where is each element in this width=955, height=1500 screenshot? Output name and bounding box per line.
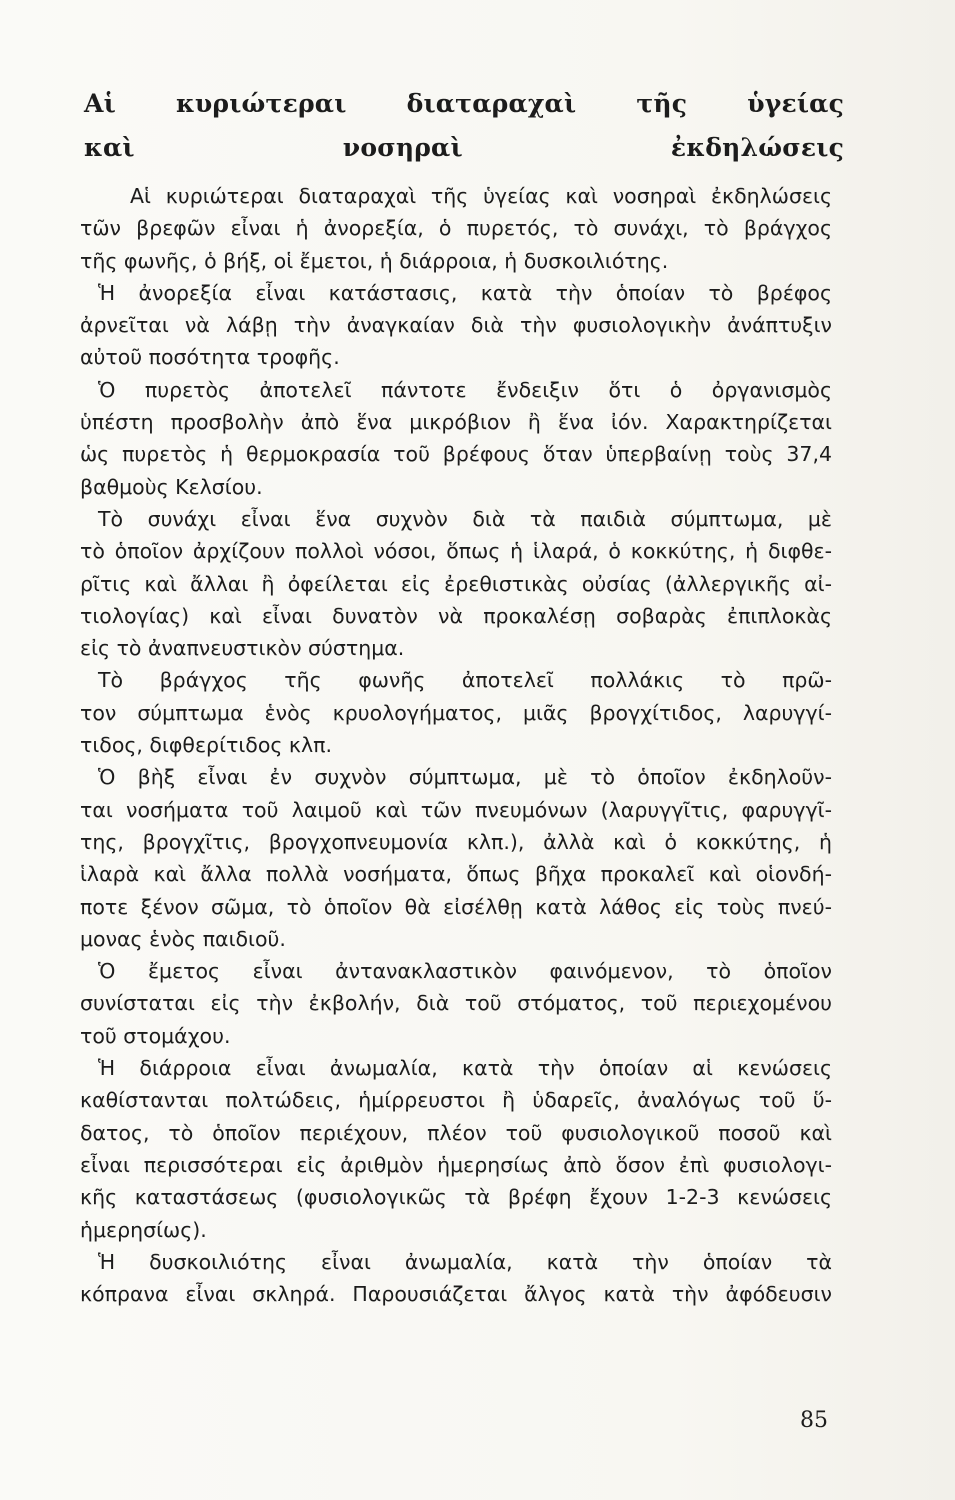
text-line: βαθμοὺς Κελσίου.: [80, 474, 263, 499]
text-line: ὡς πυρετὸς ἡ θερμοκρασία τοῦ βρέφους ὅταν ὑπερβαίνῃ τοὺς 37,4: [80, 442, 832, 467]
text-line: Ὁ πυρετὸς ἀποτελεῖ πάντοτε ἔνδειξιν ὅτι ὁ ὀργανισμὸς: [98, 377, 832, 402]
text-line: καθίστανται πολτώδεις, ἡμίρρευστοι ἢ ὑδαρεῖς, ἀναλόγως τοῦ ὕ-: [80, 1088, 832, 1113]
text-line: ρῖτις καὶ ἄλλαι ἢ ὀφείλεται εἰς ἐρεθιστικὰς οὐσίας (ἀλλεργικῆς αἰ-: [80, 571, 832, 596]
text-line: εἶναι περισσότεραι εἰς ἀριθμὸν ἡμερησίως ἀπὸ ὅσον ἐπὶ φυσιολογι-: [80, 1152, 832, 1177]
text-line: Ἡ διάρροια εἶναι ἀνωμαλία, κατὰ τὴν ὁποίαν αἱ κενώσεις: [98, 1056, 832, 1081]
text-line: κῆς καταστάσεως (φυσιολογικῶς τὰ βρέφη ἔχουν 1-2-3 κενώσεις: [80, 1185, 832, 1210]
text-line: συνίσταται εἰς τὴν ἐκβολήν, διὰ τοῦ στόματος, τοῦ περιεχομένου: [80, 991, 832, 1016]
text-line: τῶν βρεφῶν εἶναι ἡ ἀνορεξία, ὁ πυρετός, τὸ συνάχι, τὸ βράγχος: [80, 216, 832, 241]
text-line: τὸ ὁποῖον ἀρχίζουν πολλοὶ νόσοι, ὅπως ἡ ἱλαρά, ὁ κοκκύτης, ἡ διφθε-: [80, 539, 832, 564]
text-line: Τὸ βράγχος τῆς φωνῆς ἀποτελεῖ πολλάκις τὸ πρῶ-: [98, 668, 832, 693]
text-line: ὑπέστη προσβολὴν ἀπὸ ἕνα μικρόβιον ἢ ἕνα ἰόν. Χαρακτηρίζεται: [80, 410, 832, 435]
section-heading: [84, 82, 844, 170]
text-line: ποτε ξένον σῶμα, τὸ ὁποῖον θὰ εἰσέλθῃ κατὰ λάθος εἰς τοὺς πνεύ-: [80, 894, 832, 919]
text-line: μονας ἑνὸς παιδιοῦ.: [80, 926, 286, 951]
text-line: ἱλαρὰ καὶ ἄλλα πολλὰ νοσήματα, ὅπως βῆχα προκαλεῖ καὶ οἱονδή-: [80, 862, 832, 887]
text-line: Ὁ βὴξ εἶναι ἐν συχνὸν σύμπτωμα, μὲ τὸ ὁποῖον ἐκδηλοῦν-: [98, 765, 832, 790]
text-line: Ὁ ἔμετος εἶναι ἀντανακλαστικὸν φαινόμενον, τὸ ὁποῖον: [98, 959, 832, 984]
text-line: Ἡ δυσκοιλιότης εἶναι ἀνωμαλία, κατὰ τὴν ὁποίαν τὰ: [98, 1249, 832, 1274]
text-line: Ἡ ἀνορεξία εἶναι κατάστασις, κατὰ τὴν ὁποίαν τὸ βρέφος: [98, 280, 832, 305]
text-line: Τὸ συνάχι εἶναι ἕνα συχνὸν διὰ τὰ παιδιὰ σύμπτωμα, μὲ: [98, 506, 832, 531]
text-line: τοῦ στομάχου.: [80, 1023, 231, 1048]
text-line: ἀρνεῖται νὰ λάβῃ τὴν ἀναγκαίαν διὰ τὴν φυσιολογικὴν ἀνάπτυξιν: [80, 313, 832, 338]
heading-line-2: καὶ νοσηραὶ ἐκδηλώσεις: [84, 133, 844, 162]
text-line: ται νοσήματα τοῦ λαιμοῦ καὶ τῶν πνευμόνων (λαρυγγῖτις, φαρυγγῖ-: [80, 797, 832, 822]
text-line: τιολογίας) καὶ εἶναι δυνατὸν νὰ προκαλέσῃ σοβαρὰς ἐπιπλοκὰς: [80, 603, 832, 628]
page-number: 85: [800, 1408, 828, 1433]
text-line: τιδος, διφθερίτιδος κλπ.: [80, 733, 332, 758]
text-line: κόπρανα εἶναι σκληρά. Παρουσιάζεται ἄλγος κατὰ τὴν ἀφόδευσιν: [80, 1282, 832, 1307]
text-line: αὐτοῦ ποσότητα τροφῆς.: [80, 345, 340, 370]
text-line: Αἱ κυριώτεραι διαταραχαὶ τῆς ὑγείας καὶ νοσηραὶ ἐκδηλώσεις: [130, 184, 832, 208]
text-line: τῆς φωνῆς, ὁ βήξ, οἱ ἔμετοι, ἡ διάρροια, ἡ δυσκοιλιότης.: [80, 248, 669, 273]
text-line: εἰς τὸ ἀναπνευστικὸν σύστημα.: [80, 636, 405, 661]
body-text: [80, 180, 832, 1310]
heading-line-1: Αἱ κυριώτεραι διαταραχαὶ τῆς ὑγείας: [84, 89, 844, 118]
text-line: δατος, τὸ ὁποῖον περιέχουν, πλέον τοῦ φυσιολογικοῦ ποσοῦ καὶ: [80, 1120, 832, 1145]
text-line: ἡμερησίως).: [80, 1217, 207, 1242]
text-line: της, βρογχῖτις, βρογχοπνευμονία κλπ.), ἀλλὰ καὶ ὁ κοκκύτης, ἡ: [80, 829, 832, 854]
text-line: τον σύμπτωμα ἑνὸς κρυολογήματος, μιᾶς βρογχίτιδος, λαρυγγί-: [80, 700, 832, 725]
